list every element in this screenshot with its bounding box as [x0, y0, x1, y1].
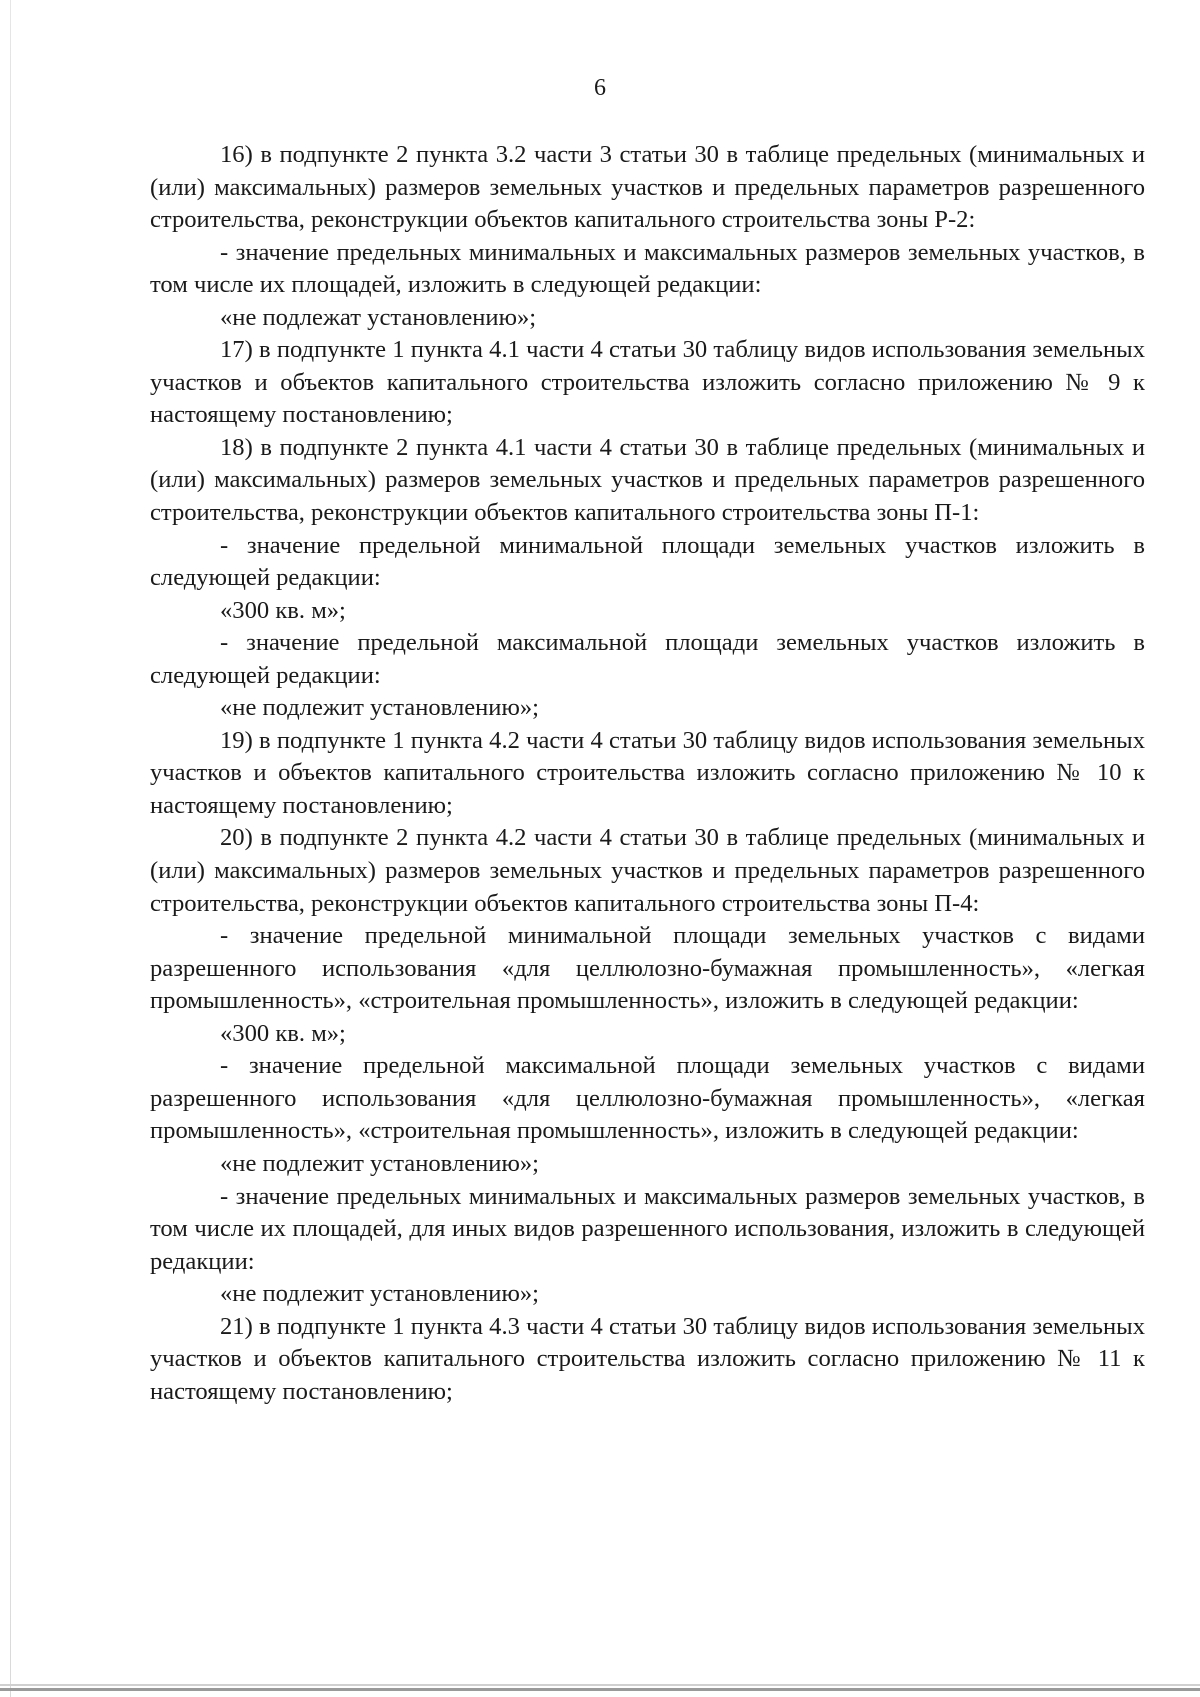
paragraph-item-18: 18) в подпункте 2 пункта 4.1 части 4 статьи 30 в таблице предельных (минимальных и (или) максимальных) размеров земельных участков и предельных параметров разрешенного строительства, реконструкции объектов капитального строительства зоны П-1: [150, 433, 1145, 527]
paragraph-quote: «не подлежит установлению»; [220, 694, 539, 722]
paragraph-item-16: 16) в подпункте 2 пункта 3.2 части 3 статьи 30 в таблице предельных (минимальных и (или) максимальных) размеров земельных участков и предельных параметров разрешенного строительства, реконструкции объектов капитального строительства зоны Р-2: [150, 141, 1145, 234]
paragraph-item-17: 17) в подпункте 1 пункта 4.1 части 4 статьи 30 таблицу видов использования земельных участков и объектов капитального строительства изложить согласно приложению № 9 к настоящему постановлению; [150, 336, 1145, 429]
page-number: 6 [594, 75, 606, 101]
document-body [150, 139, 1145, 1408]
paragraph-quote: «не подлежит установлению»; [220, 1149, 539, 1177]
paragraph-quote: «не подлежат установлению»; [220, 303, 537, 331]
paragraph-item-19: 19) в подпункте 1 пункта 4.2 части 4 статьи 30 таблицу видов использования земельных участков и объектов капитального строительства изложить согласно приложению № 10 к настоящему постановлению; [150, 726, 1145, 819]
paragraph-quote: «300 кв. м»; [220, 1019, 346, 1047]
paragraph-quote: «300 кв. м»; [220, 596, 346, 624]
paragraph-dash: - значение предельной минимальной площади земельных участков с видами разрешенного использования «для целлюлозно-бумажная промышленность», «легкая промышленность», «строительная промышленность», изложить в следующей редакции: [150, 922, 1145, 1015]
paragraph-dash: - значение предельной минимальной площади земельных участков изложить в следующей редакции: [150, 531, 1145, 592]
paragraph-dash: - значение предельных минимальных и максимальных размеров земельных участков, в том числе их площадей, для иных видов разрешенного использования, изложить в следующей редакции: [150, 1182, 1145, 1275]
scan-edge-left [10, 0, 11, 1697]
paragraph-item-21: 21) в подпункте 1 пункта 4.3 части 4 статьи 30 таблицу видов использования земельных участков и объектов капитального строительства изложить согласно приложению № 11 к настоящему постановлению; [150, 1312, 1145, 1405]
paragraph-item-20: 20) в подпункте 2 пункта 4.2 части 4 статьи 30 в таблице предельных (минимальных и (или) максимальных) размеров земельных участков и предельных параметров разрешенного строительства, реконструкции объектов капитального строительства зоны П-4: [150, 824, 1145, 917]
paragraph-dash: - значение предельной максимальной площади земельных участков с видами разрешенного использования «для целлюлозно-бумажная промышленность», «легкая промышленность», «строительная промышленность», изложить в следующей редакции: [150, 1052, 1145, 1145]
paragraph-dash: - значение предельных минимальных и максимальных размеров земельных участков, в том числе их площадей, изложить в следующей редакции: [150, 238, 1145, 299]
scan-edge-bottom-light [0, 1684, 1200, 1686]
paragraph-dash: - значение предельной максимальной площади земельных участков изложить в следующей редакции: [150, 629, 1145, 689]
scan-edge-bottom [0, 1688, 1200, 1691]
paragraph-quote: «не подлежит установлению»; [220, 1280, 539, 1308]
